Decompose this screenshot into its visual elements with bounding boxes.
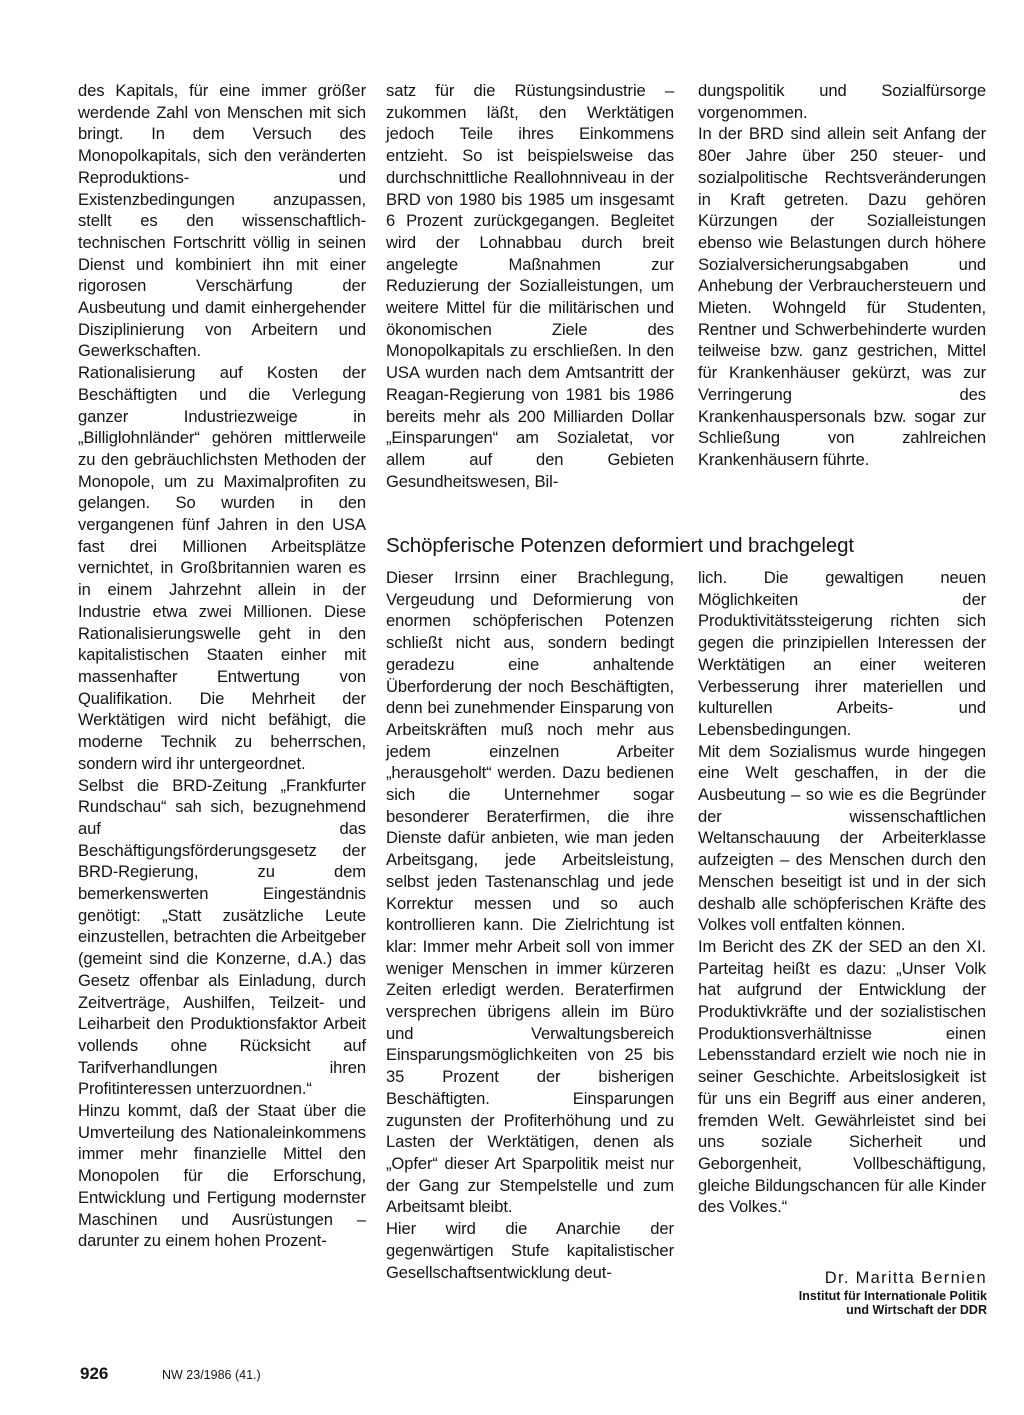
paragraph: lich. Die gewaltigen neuen Möglichkeiten der Produktivitätssteigerung richten sich gegen die prinzipiellen Interessen der Werktätigen an einer weiteren Verbesserung ihrer materiellen und kulturellen Arbeits- und Lebensbedingungen. (698, 568, 986, 739)
section-heading: Schöpferische Potenzen deformiert und brachgelegt (386, 534, 855, 557)
paragraph: des Kapitals, für eine immer größer werdende Zahl von Menschen mit sich bringt. In dem Versuch des Monopolkapitals, sich den veränderten Reproduktions- und Existenzbedingungen anzupassen, stellt es den wissenschaftlich-technischen Fortschritt völlig in seinen Dienst und kombiniert ihn mit einer rigorosen Verschärfung der Ausbeutung und damit einhergehender Disziplinierung von Arbeitern und Gewerkschaften. (78, 81, 366, 361)
author-signature (799, 1267, 987, 1317)
paragraph: Hinzu kommt, daß der Staat über die Umverteilung des Nationaleinkommens immer mehr finanzielle Mittel den Monopolen für die Erforschung, Entwicklung und Fertigung modernster Maschinen und Ausrüstungen – darunter zu einem hohen Prozent- (78, 1101, 366, 1251)
paragraph: Dieser Irrsinn einer Brachlegung, Vergeudung und Deformierung von enormen schöpferischen Potenzen schließt nicht aus, sondern bedingt geradezu eine anhaltende Überforderung der noch Beschäftigten, denn bei zunehmender Einsparung von Arbeitskräften muß noch mehr aus jedem einzelnen Arbeiter „herausgeholt“ werden. Dazu bedienen sich die Unternehmer sogar besonderer Beraterfirmen, die ihre Dienste dafür anbieten, wie man jeden Arbeitsgang, jede Arbeitsleistung, selbst jeden Tastenanschlag und jede Korrektur messen und so auch kontrollieren kann. Die Zielrichtung ist klar: Immer mehr Arbeit soll von immer weniger Menschen in immer kürzeren Zeiten erledigt werden. Beraterfirmen versprechen übrigens allein im Büro und Verwaltungsbereich Einsparungsmöglichkeiten von 25 bis 35 Prozent der bisherigen Beschäftigten. Einsparungen zugunsten der Profiterhöhung und zu Lasten der Werktätigen, denen als „Opfer“ dieser Art Sparpolitik meist nur der Gang zur Stempelstelle und zum Arbeitsamt bleibt. (386, 568, 674, 1217)
article-column-2 (386, 80, 674, 492)
paragraph: Selbst die BRD-Zeitung „Frankfurter Rundschau“ sah sich, bezugnehmend auf das Beschäftigungsförderungsgesetz der BRD-Regierung, zu dem bemerkenswerten Eingeständnis genötigt: „Statt zusätzliche Leute einzustellen, betrachten die Arbeitgeber (gemeint sind die Konzerne, d.A.) das Gesetz offenbar als Einladung, durch Zeitverträge, Aushilfen, Teilzeit- und Leiharbeit den Produktionsfaktor Arbeit vollends ohne Rücksicht auf Tarifverhandlungen ihren Profitinteressen unterzuordnen.“ (78, 775, 366, 1099)
paragraph: Hier wird die Anarchie der gegenwärtigen Stufe kapitalistischer Gesellschaftsentwicklung deut- (386, 1219, 674, 1282)
issue-label: NW 23/1986 (41.) (162, 1368, 261, 1382)
paragraph: satz für die Rüstungsindustrie – zukommen läßt, den Werktätigen jedoch Teile ihres Einkommens entzieht. So ist beispielsweise das durchschnittliche Reallohnniveau in der BRD von 1980 bis 1985 um insgesamt 6 Prozent zurückgegangen. Begleitet wird der Lohnabbau durch breit angelegte Maßnahmen zur Reduzierung der Sozialleistungen, um weitere Mittel für die militärischen und ökonomischen Ziele des Monopolkapitals zu erschließen. In den USA wurden nach dem Amtsantritt der Reagan-Regierung von 1981 bis 1986 bereits mehr als 200 Milliarden Dollar „Einsparungen“ am Sozialetat, vor allem auf den Gebieten Gesundheitswesen, Bil- (386, 81, 674, 491)
paragraph: Mit dem Sozialismus wurde hingegen eine Welt geschaffen, in der die Ausbeutung – so wie es die Begründer der wissenschaftlichen Weltanschauung der Arbeiterklasse aufzeigten – des Menschen durch den Menschen beseitigt ist und in der sich deshalb alle schöpferischen Kräfte des Volkes voll entfalten können. (698, 741, 986, 935)
article-column-5 (698, 567, 986, 1218)
article-column-1 (78, 80, 366, 1252)
author-name: Dr. Maritta Bernien (824, 1269, 987, 1287)
article-column-3 (698, 80, 986, 471)
author-institution-line-1: Institut für Internationale Politik (798, 1289, 987, 1303)
paragraph: Rationalisierung auf Kosten der Beschäftigten und die Verlegung ganzer Industriezweige in „Billiglohnländer“ gehören mittlerweile zu den gebräuchlichsten Methoden der Monopole, um zu Maximalprofiten zu gelangen. So wurden in den vergangenen fünf Jahren in den USA fast drei Millionen Arbeitsplätze vernichtet, in Großbritannien waren es in einem Jahrzehnt allein in der Industrie etwa zwei Millionen. Diese Rationalisierungswelle geht in den kapitalistischen Staaten einher mit massenhafter Entwertung von Qualifikation. Die Mehrheit der Werktätigen wird nicht befähigt, die moderne Technik zu beherrschen, sondern wird ihr untergeordnet. (78, 363, 366, 773)
article-column-4 (386, 567, 674, 1283)
paragraph: In der BRD sind allein seit Anfang der 80er Jahre über 250 steuer- und sozialpolitische Rechtsveränderungen in Kraft getreten. Dazu gehören Kürzungen der Sozialleistungen ebenso wie Belastungen durch höhere Sozialversicherungsabgaben und Anhebung der Verbrauchersteuern und Mieten. Wohngeld für Studenten, Rentner und Schwerbehinderte wurden teilweise bzw. ganz gestrichen, Mittel für Krankenhäuser gekürzt, was zur Verringerung des Krankenhauspersonals bzw. sogar zur Schließung von zahlreichen Krankenhäusern führte. (698, 124, 986, 469)
paragraph: dungspolitik und Sozialfürsorge vorgenommen. (698, 81, 986, 122)
author-institution-line-2: und Wirtschaft der DDR (846, 1303, 987, 1317)
page-number: 926 (80, 1364, 109, 1383)
paragraph: Im Bericht des ZK der SED an den XI. Parteitag heißt es dazu: „Unser Volk hat aufgrund der Entwicklung der Produktivkräfte und der sozialistischen Produktionsverhältnisse einen Lebensstandard erzielt wie noch nie in seiner Geschichte. Arbeitslosigkeit ist für uns ein Begriff aus einer anderen, fremden Welt. Gewährleistet sind bei uns soziale Sicherheit und Geborgenheit, Vollbeschäftigung, gleiche Bildungschancen für alle Kinder des Volkes.“ (698, 936, 986, 1217)
